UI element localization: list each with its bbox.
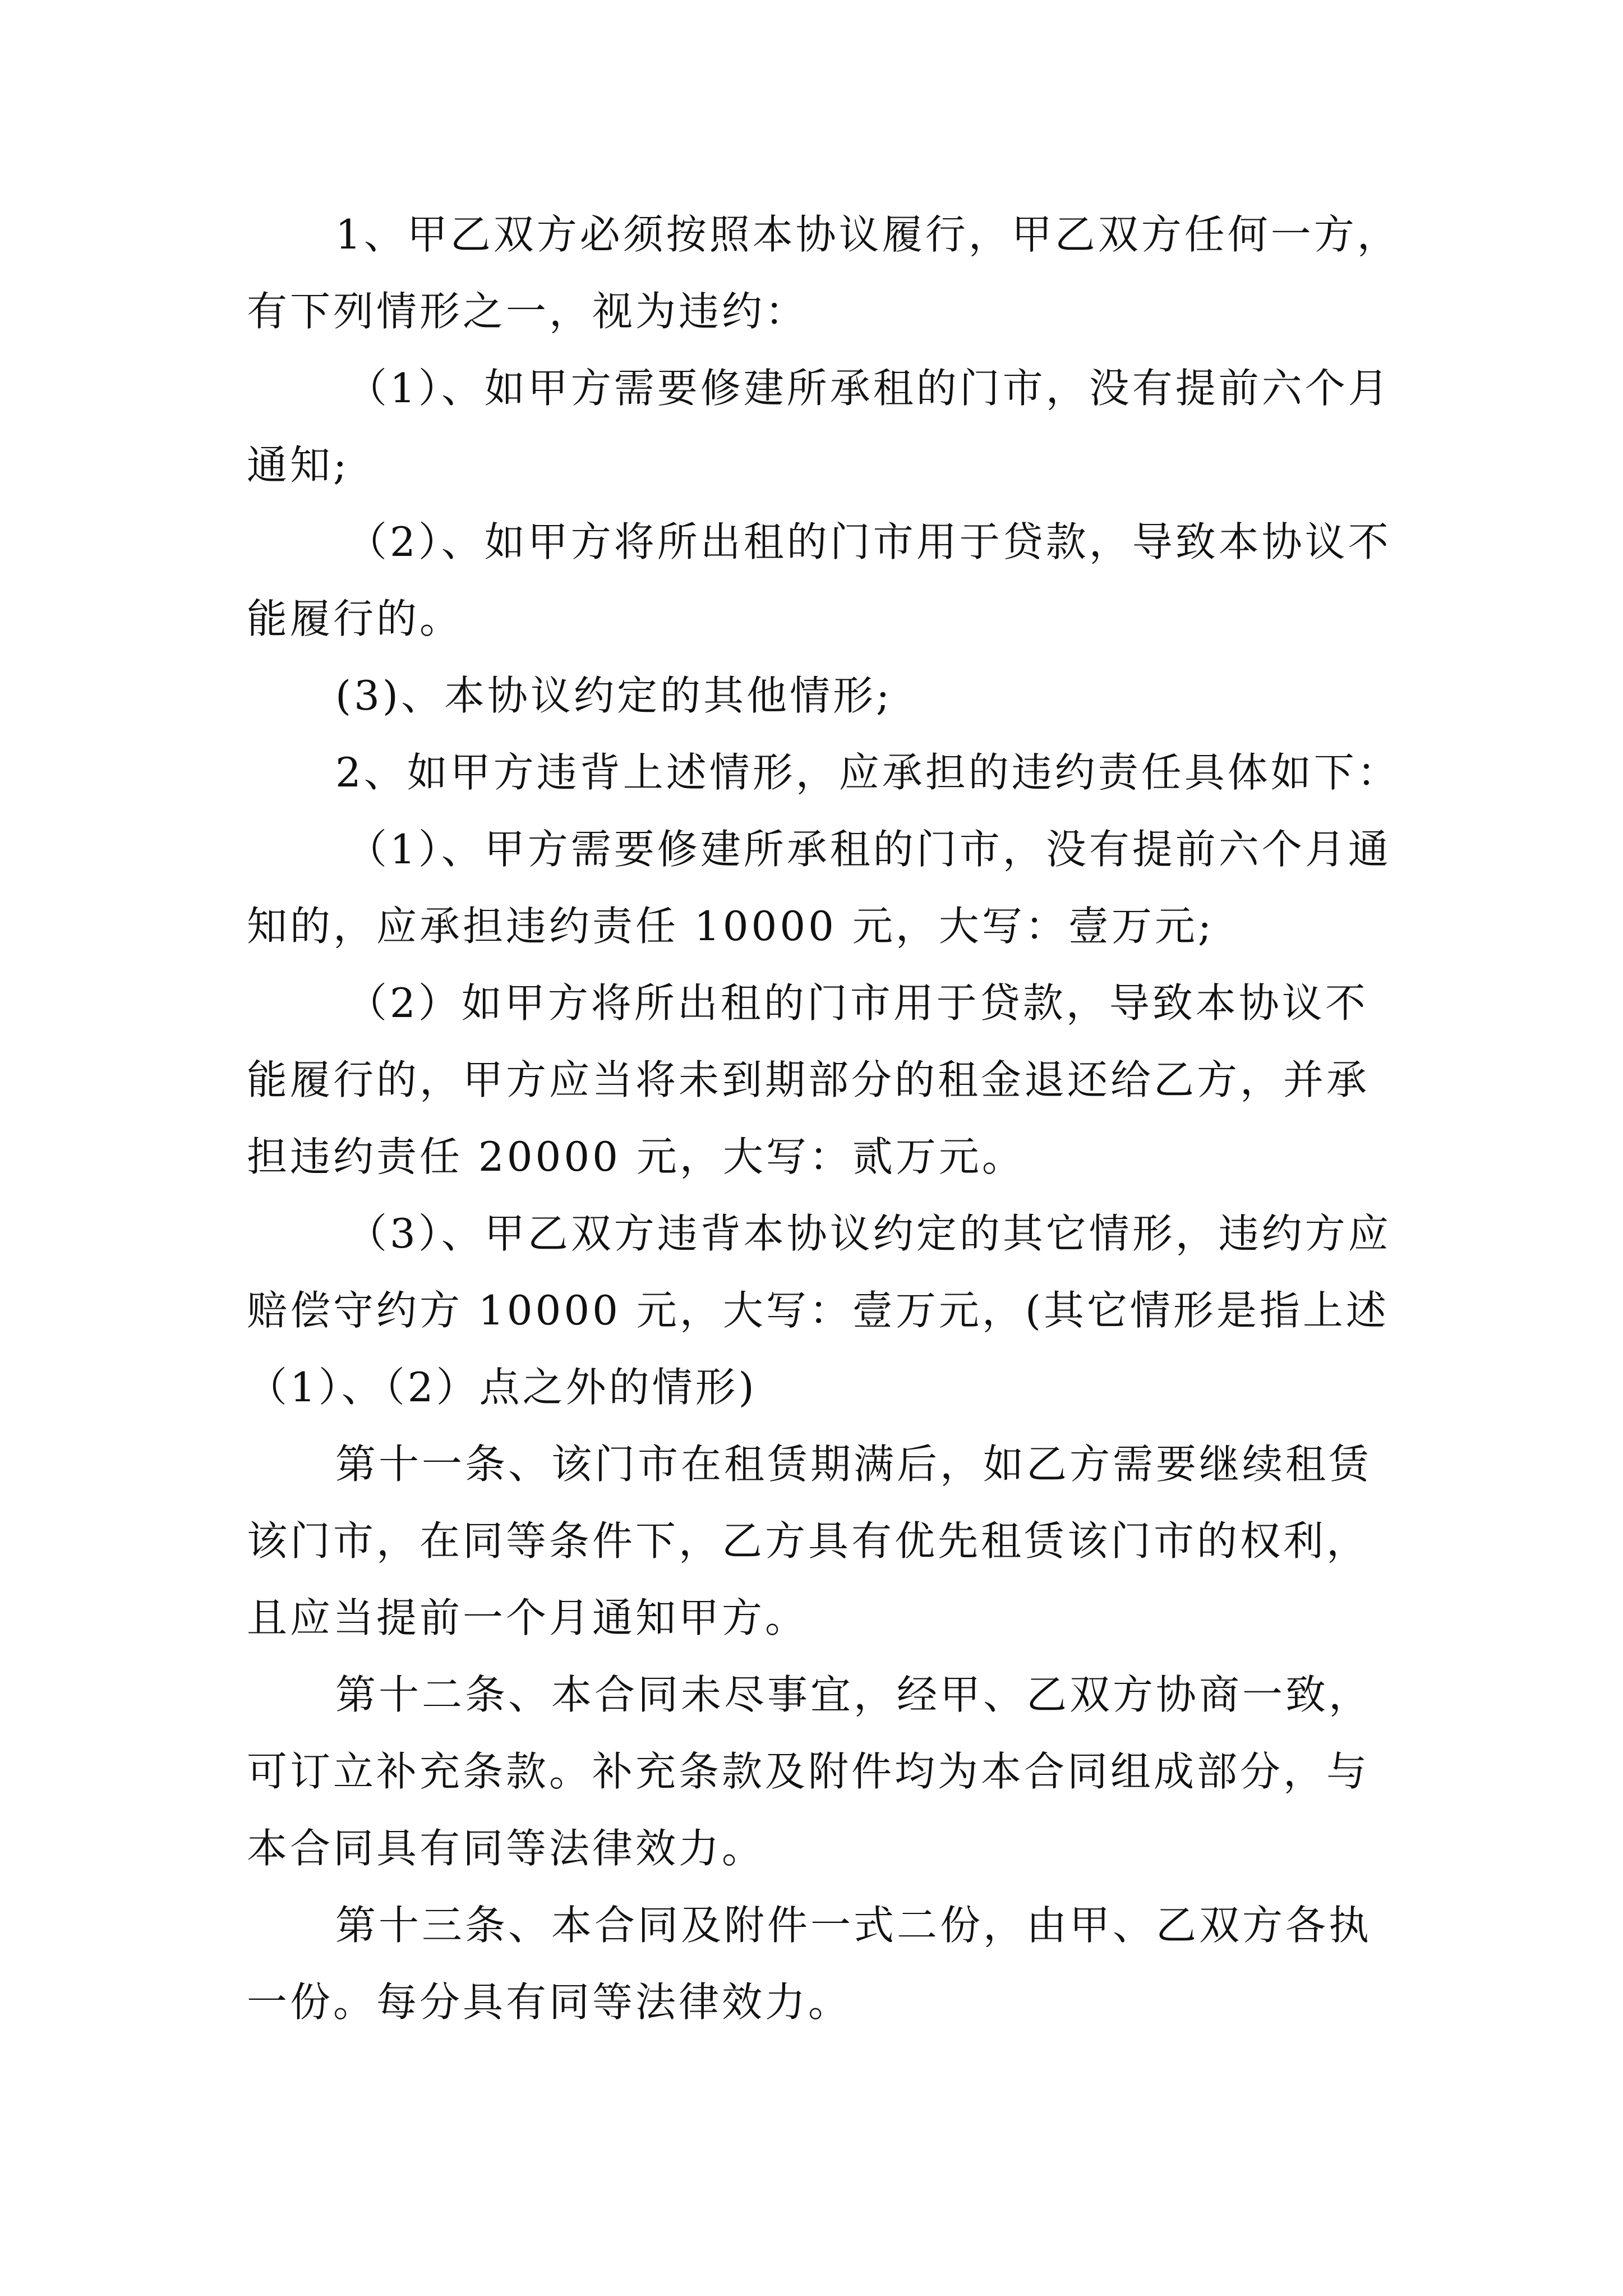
clause-1-item-1-line-1: （1）、如甲方需要修建所承租的门市，没有提前六个月 xyxy=(347,365,1391,412)
article-12-line-3: 本合同具有同等法律效力。 xyxy=(247,1825,766,1872)
clause-1-intro-line-1: 1、甲乙双方必须按照本协议履行，甲乙双方任何一方， xyxy=(335,211,1400,258)
clause-2-item-3-line-2: 赔偿守约方 10000 元，大写：壹万元，(其它情形是指上述 xyxy=(247,1287,1389,1334)
clause-1-item-2-line-2: 能履行的。 xyxy=(247,595,463,642)
article-11-line-3: 且应当提前一个月通知甲方。 xyxy=(247,1594,809,1641)
article-11-line-1: 第十一条、该门市在租赁期满后，如乙方需要继续租赁 xyxy=(335,1441,1372,1488)
article-12-line-2: 可订立补充条款。补充条款及附件均为本合同组成部分，与 xyxy=(247,1748,1370,1795)
article-11-line-2: 该门市，在同等条件下，乙方具有优先租赁该门市的权利， xyxy=(247,1517,1370,1565)
clause-1-item-2-line-1: （2）、如甲方将所出租的门市用于贷款，导致本协议不 xyxy=(347,518,1391,565)
clause-2-item-3-line-1: （3）、甲乙双方违背本协议约定的其它情形，违约方应 xyxy=(347,1210,1391,1257)
clause-2-item-3-line-3: （1）、（2）点之外的情形) xyxy=(247,1364,757,1411)
document-body xyxy=(247,196,1400,2041)
clause-2-item-2-line-1: （2）如甲方将所出租的门市用于贷款，导致本协议不 xyxy=(347,979,1368,1027)
article-12-line-1: 第十二条、本合同未尽事宜，经甲、乙双方协商一致， xyxy=(335,1671,1372,1718)
clause-2-item-1-line-1: （1）、甲方需要修建所承租的门市，没有提前六个月通 xyxy=(347,826,1391,873)
clause-1-item-1-line-2: 通知; xyxy=(247,441,350,489)
clause-1-item-3: (3)、本协议约定的其他情形; xyxy=(335,672,893,719)
clause-2-item-1-line-2: 知的，应承担违约责任 10000 元，大写：壹万元; xyxy=(247,903,1215,950)
clause-2-item-2-line-2: 能履行的，甲方应当将未到期部分的租金退还给乙方，并承 xyxy=(247,1056,1370,1103)
clause-1-intro-line-2: 有下列情形之一，视为违约： xyxy=(247,288,809,335)
article-13-line-1: 第十三条、本合同及附件一式二份，由甲、乙双方各执 xyxy=(335,1902,1372,1949)
clause-2-item-2-line-3: 担违约责任 20000 元，大写：贰万元。 xyxy=(247,1133,1025,1180)
clause-2-intro: 2、如甲方违背上述情形，应承担的违约责任具体如下： xyxy=(335,749,1400,796)
article-13-line-2: 一份。每分具有同等法律效力。 xyxy=(247,1978,852,2026)
